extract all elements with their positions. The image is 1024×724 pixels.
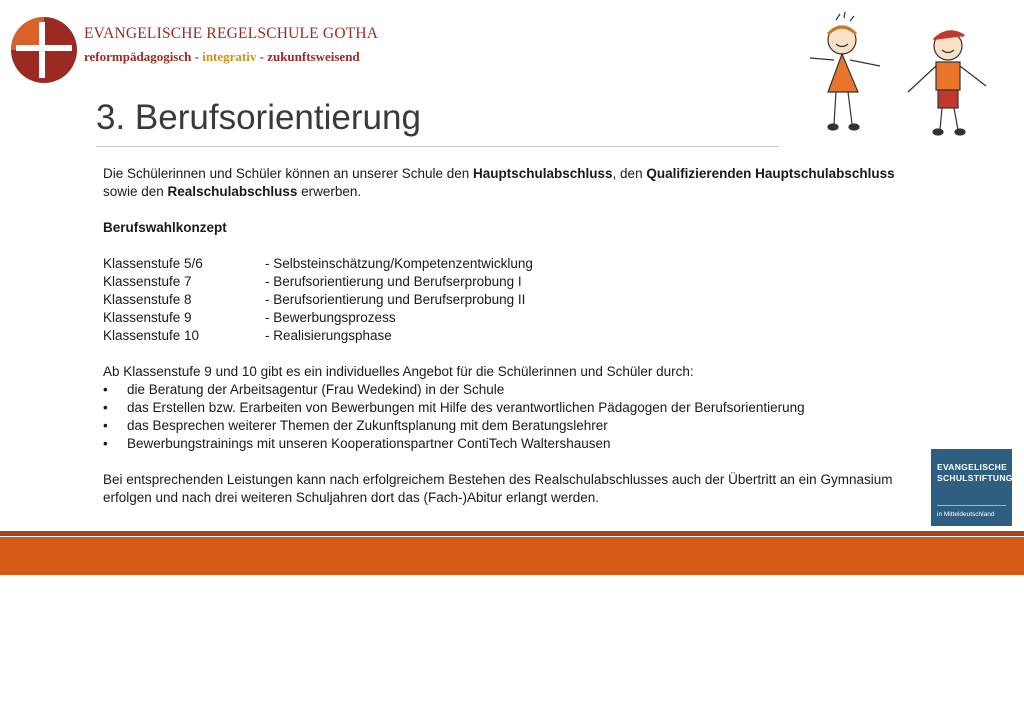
children-illustration [800, 12, 1000, 140]
slide-content [103, 165, 923, 507]
concept-desc: - Berufsorientierung und Berufserprobung II [265, 292, 526, 307]
schulstiftung-logo [931, 449, 1012, 526]
school-motto [84, 49, 360, 65]
closing-paragraph [103, 471, 923, 507]
concept-table [103, 255, 923, 345]
list-item [103, 435, 923, 453]
school-name: EVANGELISCHE REGELSCHULE GOTHA [84, 25, 379, 42]
badge-line: EVANGELISCHE [937, 462, 1008, 472]
concept-desc: - Realisierungsphase [265, 328, 392, 343]
concept-heading-text: Berufswahlkonzept [103, 220, 227, 235]
list-item [103, 381, 923, 399]
concept-level: Klassenstufe 9 [103, 310, 192, 325]
list-item-text: das Besprechen weiterer Themen der Zukunftsplanung mit dem Beratungslehrer [127, 418, 608, 433]
title-divider [96, 146, 779, 147]
motto-part: reformpädagogisch - [84, 49, 203, 64]
slide-title: 3. Berufsorientierung [96, 98, 421, 137]
intro-text: , den [612, 166, 647, 181]
concept-desc: - Selbsteinschätzung/Kompetenzentwicklung [265, 256, 533, 271]
concept-desc: - Berufsorientierung und Berufserprobung I [265, 274, 522, 289]
motto-part: - zukunftsweisend [256, 49, 360, 64]
offer-lead: Ab Klassenstufe 9 und 10 gibt es ein individuelles Angebot für die Schülerinnen und Schüler durch: [103, 364, 694, 379]
concept-row [103, 291, 923, 309]
closing-text: Bei entsprechenden Leistungen kann nach erfolgreichem Bestehen des Realschulabschlusses auch der Übertritt an ein Gymnasium [103, 472, 893, 487]
concept-desc: - Bewerbungsprozess [265, 310, 396, 325]
list-item-text: Bewerbungstrainings mit unseren Kooperationspartner ContiTech Waltershausen [127, 436, 611, 451]
list-item-text: die Beratung der Arbeitsagentur (Frau Wedekind) in der Schule [127, 382, 505, 397]
boy-figure-icon [908, 32, 986, 135]
bullet-icon: • [103, 400, 108, 415]
concept-row [103, 309, 923, 327]
intro-text: Die Schülerinnen und Schüler können an unserer Schule den [103, 166, 473, 181]
school-logo [10, 16, 379, 86]
intro-text: erwerben. [297, 184, 362, 199]
list-item [103, 399, 923, 417]
list-item-text: das Erstellen bzw. Erarbeiten von Bewerbungen mit Hilfe des verantwortlichen Pädagogen der Berufsorientierung [127, 400, 805, 415]
bullet-icon: • [103, 382, 108, 397]
intro-paragraph [103, 165, 923, 201]
badge-divider [937, 505, 1006, 506]
concept-row [103, 273, 923, 291]
footer-band-accent [0, 531, 1024, 536]
concept-level: Klassenstufe 8 [103, 292, 192, 307]
concept-level: Klassenstufe 10 [103, 328, 200, 343]
closing-text: erfolgen und nach drei weiteren Schuljahren dort das (Fach-)Abitur erlangt werden. [103, 490, 600, 505]
intro-bold: Realschulabschluss [167, 184, 298, 199]
bullet-icon: • [103, 418, 108, 433]
concept-level: Klassenstufe 5/6 [103, 256, 203, 271]
badge-subline: in Mitteldeutschland [937, 511, 995, 518]
list-item [103, 417, 923, 435]
concept-level: Klassenstufe 7 [103, 274, 192, 289]
intro-bold: Hauptschulabschluss [473, 166, 613, 181]
concept-row [103, 255, 923, 273]
girl-figure-icon [810, 12, 880, 130]
footer-band [0, 537, 1024, 575]
badge-line: SCHULSTIFTUNG [937, 473, 1013, 483]
intro-text: sowie den [103, 184, 168, 199]
concept-row [103, 327, 923, 345]
concept-heading [103, 219, 923, 237]
bullet-icon: • [103, 436, 108, 451]
offer-list [103, 381, 923, 453]
cross-logo-icon [10, 16, 78, 84]
motto-highlight: integrativ [202, 49, 257, 64]
intro-bold: Qualifizierenden Hauptschulabschluss [646, 166, 895, 181]
